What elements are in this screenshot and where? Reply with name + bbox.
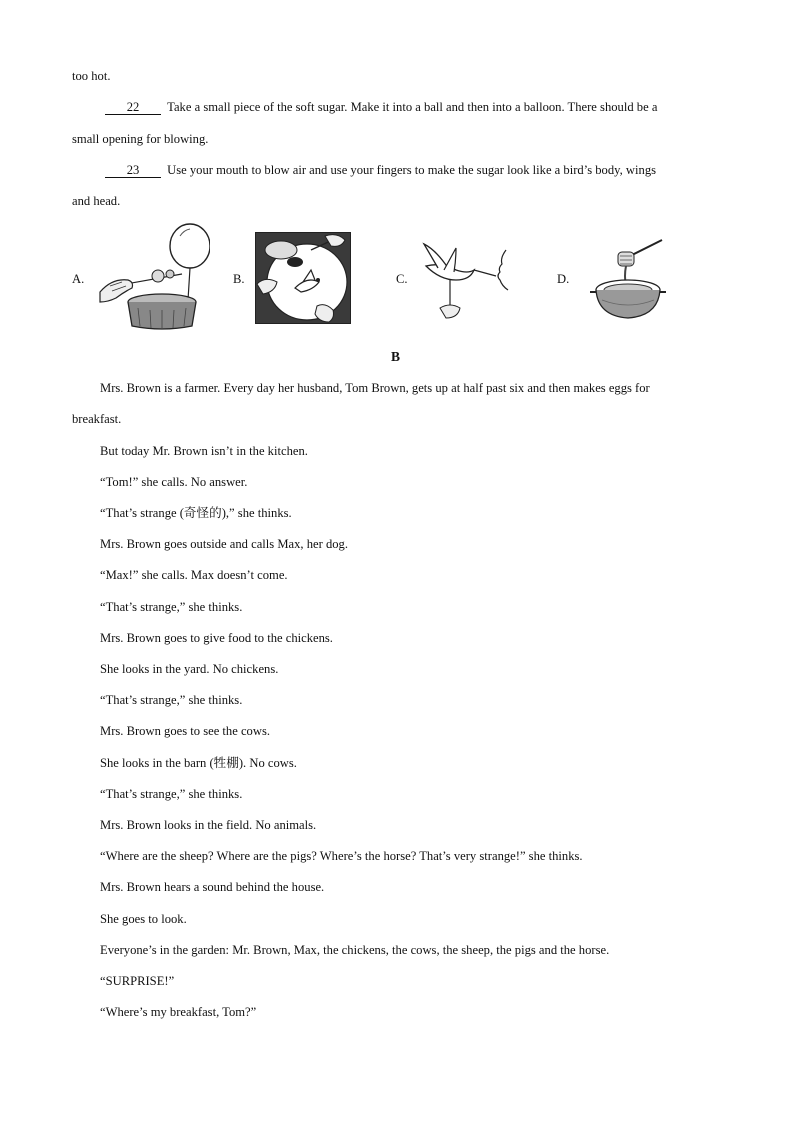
item-23-text-cont: and head. xyxy=(72,194,121,208)
story-line: She looks in the barn (牲棚). No cows. xyxy=(100,756,297,770)
story-line: “Max!” she calls. Max doesn’t come. xyxy=(100,568,288,582)
story-line: Mrs. Brown goes outside and calls Max, her dog. xyxy=(100,537,348,551)
story-line: She goes to look. xyxy=(100,912,187,926)
story-line: “That’s strange,” she thinks. xyxy=(100,600,243,614)
story-line: She looks in the yard. No chickens. xyxy=(100,662,279,676)
item-23-text: Use your mouth to blow air and use your fingers to make the sugar look like a bird’s body, wings xyxy=(167,163,657,177)
answer-blank-23[interactable]: 23 xyxy=(105,164,161,178)
figure-c-blowing-bird-image xyxy=(416,240,512,320)
figure-c-label: C. xyxy=(396,272,408,286)
figure-a-label: A. xyxy=(72,272,85,286)
story-line: “That’s strange,” she thinks. xyxy=(100,787,243,801)
answer-blank-22[interactable]: 22 xyxy=(105,101,161,115)
section-heading: B xyxy=(391,349,401,364)
story-line: “That’s strange (奇怪的),” she thinks. xyxy=(100,506,292,520)
item-22-text: Take a small piece of the soft sugar. Make it into a ball and then into a balloon. There should be a xyxy=(167,100,658,114)
story-line: “Tom!” she calls. No answer. xyxy=(100,475,248,489)
story-line: “Where’s my breakfast, Tom?” xyxy=(100,1005,257,1019)
intro-tail-text: too hot. xyxy=(72,69,111,83)
figure-d-label: D. xyxy=(557,272,570,286)
story-line: Mrs. Brown goes to give food to the chickens. xyxy=(100,631,333,645)
item-23-line xyxy=(105,162,656,178)
figure-d-honey-pot-image xyxy=(588,236,668,324)
figure-a-sugar-balloon-image xyxy=(98,222,210,330)
story-line: Everyone’s in the garden: Mr. Brown, Max, the chickens, the cows, the sheep, the pigs and the horse. xyxy=(100,943,610,957)
story-line: “That’s strange,” she thinks. xyxy=(100,693,243,707)
item-22-line xyxy=(105,99,657,115)
story-line: breakfast. xyxy=(72,412,122,426)
story-line: Mrs. Brown hears a sound behind the house. xyxy=(100,880,325,894)
story-line: Mrs. Brown is a farmer. Every day her husband, Tom Brown, gets up at half past six and then makes eggs for xyxy=(100,381,650,395)
story-line: “Where are the sheep? Where are the pigs? Where’s the horse? That’s very strange!” she thinks. xyxy=(100,849,583,863)
story-line: But today Mr. Brown isn’t in the kitchen. xyxy=(100,444,308,458)
story-line: Mrs. Brown goes to see the cows. xyxy=(100,724,270,738)
item-22-text-cont: small opening for blowing. xyxy=(72,132,209,146)
story-line: Mrs. Brown looks in the field. No animals. xyxy=(100,818,317,832)
story-line: “SURPRISE!” xyxy=(100,974,175,988)
figure-b-sugar-painting-image xyxy=(255,232,351,324)
figure-b-label: B. xyxy=(233,272,245,286)
